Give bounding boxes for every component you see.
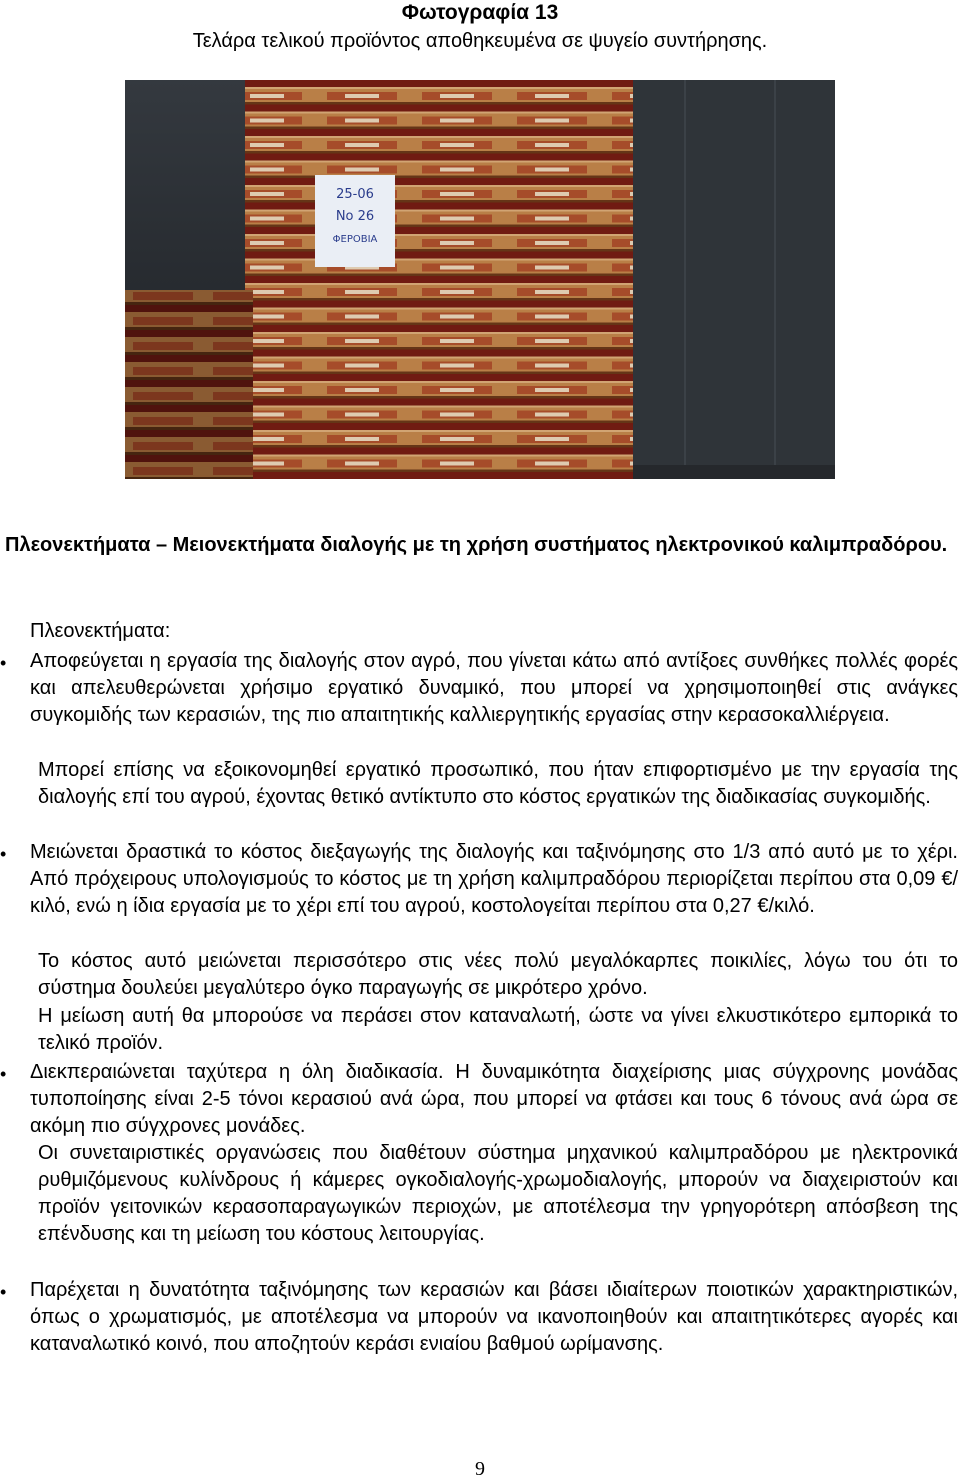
section-heading: Πλεονεκτήματα – Μειονεκτήματα διαλογής με τη χρήση συστήματος ηλεκτρονικού καλιμπραδόρου. — [5, 534, 948, 556]
cherry-crates-photo — [125, 80, 835, 479]
figure-caption-subtitle: Τελάρα τελικού προϊόντος αποθηκευμένα σε ψυγείο συντήρησης. — [192, 30, 768, 52]
bullet-icon: • — [0, 1282, 7, 1302]
advantage-item-4: Παρέχεται η δυνατότητα ταξινόμησης των κερασιών και βάσει ιδιαίτερων ποιοτικών χαρακτηριστικών, όπως ο χρωματισμός, με αποτέλεσμα να μπορούν να ικανοποιηθούν και απαιτητικότερες αγορές και καταναλωτικό κοινό, που αποζητούν κεράσι ενιαίου βαθμού ωρίμανσης. — [30, 1279, 958, 1355]
sign-line-number: Νο 26 — [335, 209, 375, 224]
page-number: 9 — [475, 1458, 485, 1480]
figure-caption-title: Φωτογραφία 13 — [401, 1, 559, 24]
advantage-item-2: Μειώνεται δραστικά το κόστος διεξαγωγής της διαλογής και ταξινόμησης στο 1/3 από αυτό με το χέρι. Από πρόχειρους υπολογισμούς το κόστος με τη χρήση καλιμπραδόρου περιορίζεται περίπου στα 0,09 €/κιλό, ενώ η ίδια εργασία με το χέρι επί του αγρού, κοστολογείται περίπου στα 0,27 €/κιλό. — [30, 841, 958, 917]
advantage-item-1: Αποφεύγεται η εργασία της διαλογής στον αγρό, που γίνεται κάτω από αντίξοες συνθήκες πολλές φορές και απελευθερώνεται χρήσιμο εργατικό δυναμικό, που μπορεί να χρησιμοποιηθεί στις ανάγκες συγκομιδής των κερασιών, της πιο απαιτητικής καλλιεργητικής εργασίας στην κερασοκαλλιέργεια. — [30, 650, 958, 726]
advantage-item-2-continuation: Το κόστος αυτό μειώνεται περισσότερο στις νέες πολύ μεγαλόκαρπες ποικιλίες, λόγω του ότι το σύστημα δουλεύει μεγαλύτερο όγκο παραγωγής σε μικρότερο χρόνο. — [38, 950, 958, 999]
advantage-item-3: Διεκπεραιώνεται ταχύτερα η όλη διαδικασία. Η δυναμικότητα διαχείρισης μιας σύγχρονης μονάδας τυποποίησης είναι 2-5 τόνοι κερασιού ανά ώρα, που μπορεί να φτάσει και τους 6 τόνους ανά ώρα σε ακόμη πιο σύγχρονες μονάδες. — [30, 1061, 958, 1137]
bullet-icon: • — [0, 844, 7, 864]
sign-line-variety: ΦΕΡΟΒΙΑ — [332, 234, 378, 245]
advantages-label: Πλεονεκτήματα: — [30, 620, 171, 642]
advantage-item-3-continuation: Οι συνεταιριστικές οργανώσεις που διαθέτουν σύστημα μηχανικού καλιμπραδόρου με ηλεκτρονικά ρυθμιζόμενους κυλίνδρους ή κάμερες ογκοδιαλογής-χρωμοδιαλογής, μπορούν να διαχειριστούν και προϊόν γειτονικών κερασοπαραγωγικών περιοχών, με αποτέλεσμα την γρηγορότερη απόσβεση της επένδυσης και τη μείωση του κόστους λειτουργίας. — [38, 1142, 958, 1245]
sign-line-date: 25-06 — [336, 187, 374, 202]
advantage-item-1-continuation: Μπορεί επίσης να εξοικονομηθεί εργατικό προσωπικό, που ήταν επιφορτισμένο με την εργασία της διαλογής επί του αγρού, έχοντας θετικό αντίκτυπο στο κόστος εργατικών της διαδικασίας συγκομιδής. — [38, 759, 958, 808]
bullet-icon: • — [0, 1064, 7, 1084]
bullet-icon: • — [0, 653, 7, 673]
advantage-item-2-note: Η μείωση αυτή θα μπορούσε να περάσει στον καταναλωτή, ώστε να γίνει ελκυστικότερο εμπορικά το τελικό προϊόν. — [38, 1005, 958, 1054]
